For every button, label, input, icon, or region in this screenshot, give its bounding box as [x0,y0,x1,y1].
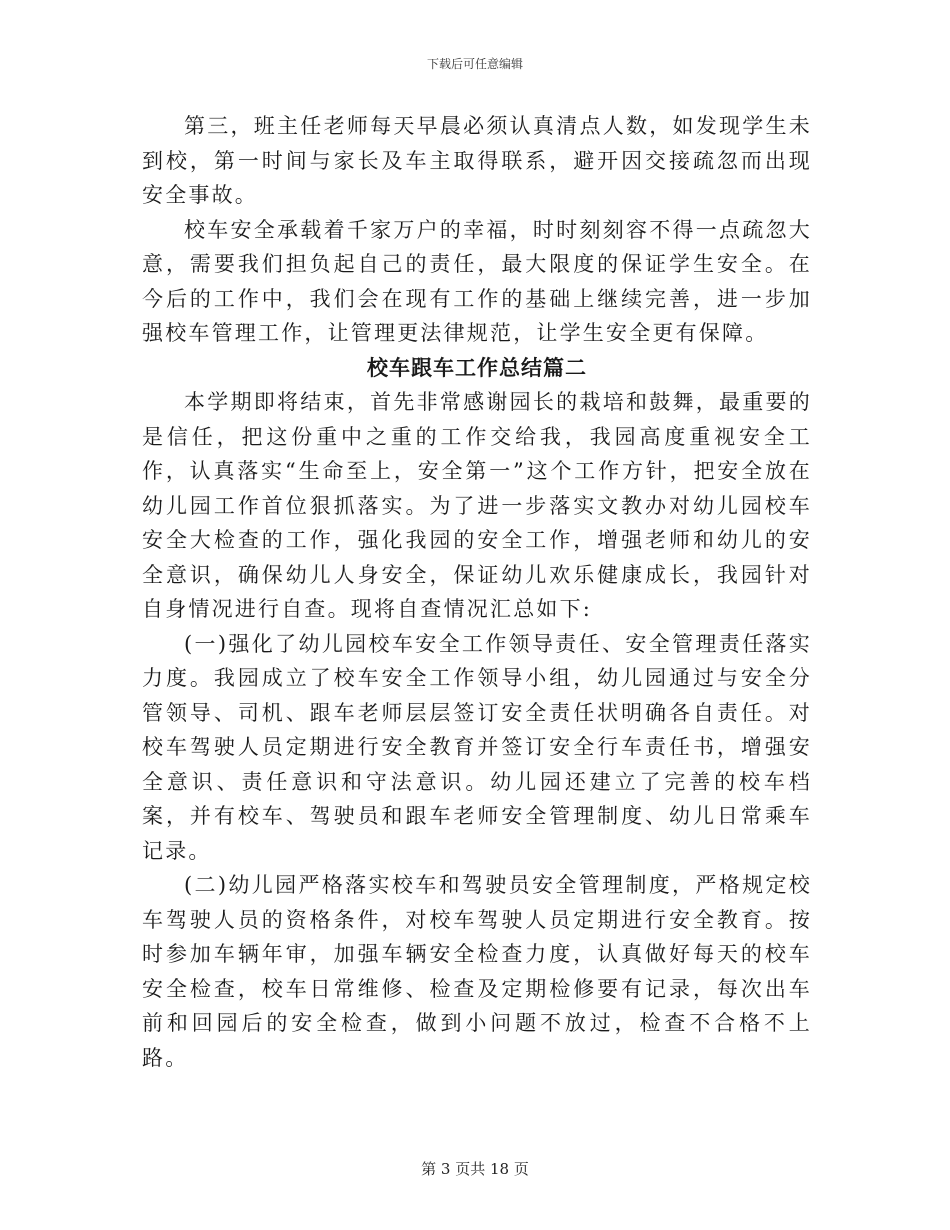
paragraph: (二)幼儿园严格落实校车和驾驶员安全管理制度，严格规定校车驾驶人员的资格条件，对校车驾驶人员定期进行安全教育。按时参加车辆年审，加强车辆安全检查力度，认真做好每天的校车安全检查，校车日常维修、检查及定期检修要有记录，每次出车前和回园后的安全检查，做到小问题不放过，检查不合格不上路。 [142,873,812,1070]
paragraph: 校车安全承载着千家万户的幸福，时时刻刻容不得一点疏忽大意，需要我们担负起自己的责任，最大限度的保证学生安全。在今后的工作中，我们会在现有工作的基础上继续完善，进一步加强校车管理工作，让管理更法律规范，让学生安全更有保障。 [142,217,812,345]
section-title: 校车跟车工作总结篇二 [367,354,587,380]
page-header: 下载后可任意编辑 [426,57,523,71]
paragraph: 本学期即将结束，首先非常感谢园长的栽培和鼓舞，最重要的是信任，把这份重中之重的工作交给我，我园高度重视安全工作，认真落实“生命至上，安全第一”这个工作方针，把安全放在幼儿园工作首位狠抓落实。为了进一步落实文教办对幼儿园校车安全大检查的工作，强化我园的安全工作，增强老师和幼儿的安全意识，确保幼儿人身安全，保证幼儿欢乐健康成长，我园针对自身情况进行自查。现将自查情况汇总如下: [142,390,812,621]
document-body [142,109,812,1075]
page-number: 第 3 页共 18 页 [421,1160,529,1178]
paragraph: 第三，班主任老师每天早晨必须认真清点人数，如发现学生未到校，第一时间与家长及车主取得联系，避开因交接疏忽而出现安全事故。 [142,114,812,207]
paragraph: (一)强化了幼儿园校车安全工作领导责任、安全管理责任落实力度。我园成立了校车安全工作领导小组，幼儿园通过与安全分管领导、司机、跟车老师层层签订安全责任状明确各自责任。对校车驾驶人员定期进行安全教育并签订安全行车责任书，增强安全意识、责任意识和守法意识。幼儿园还建立了完善的校车档案，并有校车、驾驶员和跟车老师安全管理制度、幼儿日常乘车记录。 [142,631,812,863]
